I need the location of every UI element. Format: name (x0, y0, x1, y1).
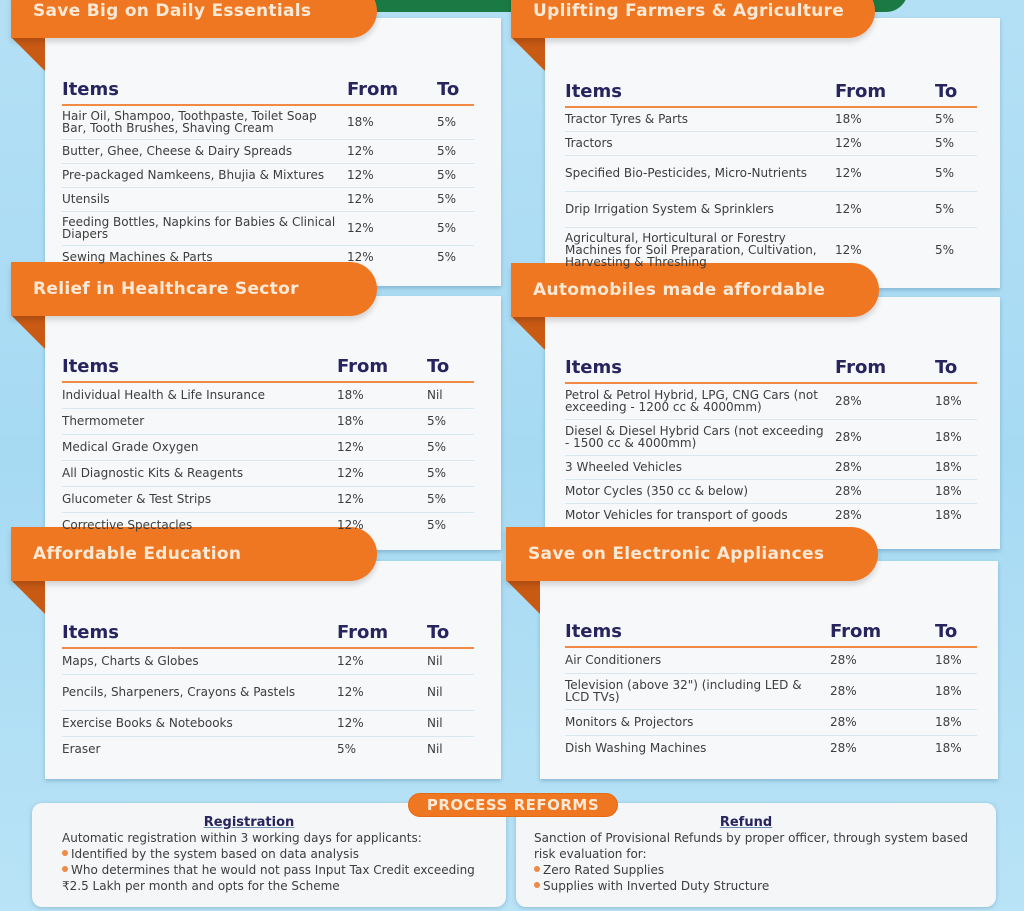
table-header-row (62, 80, 474, 105)
rate-table (62, 623, 474, 762)
table-row (62, 434, 474, 460)
col-header-items: Items (62, 80, 347, 105)
table-header-row (565, 358, 977, 383)
from-cell: 18% (337, 408, 427, 434)
table-row (62, 512, 474, 538)
to-cell: 5% (935, 107, 977, 131)
from-cell: 18% (835, 107, 935, 131)
bullet-icon (534, 866, 540, 872)
table-row (565, 735, 977, 761)
from-cell: 12% (347, 163, 437, 187)
bullet-icon (62, 866, 68, 872)
table-row (565, 155, 977, 191)
refund-bullet-text: Zero Rated Supplies (543, 863, 665, 877)
to-cell: 18% (935, 455, 977, 479)
table-row (565, 191, 977, 227)
item-cell: Individual Health & Life Insurance (62, 382, 337, 408)
col-header-to: To (437, 80, 474, 105)
item-cell: Utensils (62, 187, 347, 211)
col-header-items: Items (565, 82, 835, 107)
col-header-from: From (835, 82, 935, 107)
to-cell: 18% (935, 508, 962, 523)
to-cell: 5% (427, 518, 447, 533)
to-cell: 5% (935, 155, 977, 191)
registration-bullet-text: Who determines that he would not pass Input Tax Credit exceeding ₹2.5 Lakh per month and opts for the Scheme (62, 863, 475, 893)
col-header-items: Items (62, 357, 337, 382)
table-row (62, 460, 474, 486)
from-cell: 12% (835, 243, 862, 258)
item-cell: Agricultural, Horticultural or Forestry Machines for Soil Preparation, Cultivation, Harvesting & Threshing (565, 231, 817, 270)
to-cell: 5% (427, 434, 474, 460)
from-cell: 12% (835, 155, 935, 191)
table-row (565, 419, 977, 455)
from-cell: 18% (337, 382, 427, 408)
table-row (62, 408, 474, 434)
from-cell: 12% (347, 139, 437, 163)
col-header-from: From (337, 357, 427, 382)
bullet-icon (534, 882, 540, 888)
item-cell: Glucometer & Test Strips (62, 486, 337, 512)
from-cell: 12% (337, 648, 427, 674)
table-row (62, 674, 474, 710)
refund-panel (516, 803, 996, 907)
ribbon-fold (11, 37, 45, 71)
col-header-to: To (427, 623, 474, 648)
from-cell: 12% (347, 211, 437, 245)
item-cell: Television (above 32") (including LED & LCD TVs) (565, 673, 830, 709)
refund-bullet (534, 862, 976, 878)
item-cell: Pencils, Sharpeners, Crayons & Pastels (62, 674, 337, 710)
rate-table (565, 82, 977, 273)
from-cell: 28% (835, 455, 935, 479)
col-header-items: Items (565, 358, 835, 383)
item-cell: Dish Washing Machines (565, 741, 707, 756)
table-row (565, 503, 977, 527)
item-cell: All Diagnostic Kits & Reagents (62, 460, 337, 486)
from-cell: 28% (835, 508, 862, 523)
ribbon-fold (511, 37, 545, 71)
to-cell: 5% (437, 211, 474, 245)
registration-bullet-text: Identified by the system based on data analysis (71, 847, 360, 861)
to-cell: 5% (427, 408, 474, 434)
to-cell: 18% (935, 673, 977, 709)
from-cell: 12% (337, 486, 427, 512)
from-cell: 12% (337, 518, 364, 533)
to-cell: 5% (935, 191, 977, 227)
from-cell: 28% (835, 479, 935, 503)
registration-panel (32, 803, 506, 907)
table-row (62, 486, 474, 512)
table-row (565, 227, 977, 273)
table-row (62, 105, 474, 139)
item-cell: Feeding Bottles, Napkins for Babies & Clinical Diapers (62, 211, 347, 245)
rate-table (62, 357, 474, 538)
table-row (565, 107, 977, 131)
item-cell: Medical Grade Oxygen (62, 434, 337, 460)
from-cell: 12% (337, 434, 427, 460)
to-cell: 5% (437, 250, 457, 265)
to-cell: 5% (437, 139, 474, 163)
col-header-from: From (347, 80, 437, 105)
from-cell: 28% (830, 647, 935, 673)
from-cell: 28% (830, 741, 857, 756)
to-cell: 5% (427, 486, 474, 512)
to-cell: Nil (427, 710, 474, 736)
rate-table (62, 80, 474, 269)
item-cell: Maps, Charts & Globes (62, 648, 337, 674)
table-row (62, 736, 474, 762)
table-row (62, 187, 474, 211)
table-row (565, 673, 977, 709)
table-row (565, 709, 977, 735)
col-header-to: To (427, 357, 474, 382)
to-cell: 18% (935, 383, 977, 419)
item-cell: Motor Cycles (350 cc & below) (565, 479, 835, 503)
col-header-items: Items (62, 623, 337, 648)
item-cell: Specified Bio-Pesticides, Micro-Nutrients (565, 155, 835, 191)
refund-bullet-text: Supplies with Inverted Duty Structure (543, 879, 770, 893)
item-cell: Diesel & Diesel Hybrid Cars (not exceeding - 1500 cc & 4000mm) (565, 419, 835, 455)
from-cell: 28% (835, 419, 935, 455)
col-header-to: To (935, 622, 977, 647)
table-row (565, 131, 977, 155)
col-header-items: Items (565, 622, 830, 647)
table-row (565, 383, 977, 419)
item-cell: Monitors & Projectors (565, 709, 830, 735)
to-cell: Nil (427, 742, 443, 757)
ribbon-fold (11, 580, 45, 614)
registration-title: Registration (203, 815, 295, 830)
col-header-from: From (830, 622, 935, 647)
from-cell: 12% (337, 710, 427, 736)
table-row (62, 710, 474, 736)
to-cell: 5% (437, 105, 474, 139)
table-row (62, 648, 474, 674)
to-cell: Nil (427, 674, 474, 710)
table-row (62, 163, 474, 187)
to-cell: 18% (935, 419, 977, 455)
item-cell: Motor Vehicles for transport of goods (565, 508, 788, 523)
section-title: Relief in Healthcare Sector (11, 262, 377, 316)
to-cell: 5% (935, 243, 955, 258)
col-header-to: To (935, 82, 977, 107)
table-row (565, 455, 977, 479)
ribbon-fold (11, 315, 45, 349)
to-cell: 18% (935, 647, 977, 673)
from-cell: 12% (337, 460, 427, 486)
registration-bullet (62, 846, 506, 862)
table-row (62, 382, 474, 408)
from-cell: 28% (830, 709, 935, 735)
item-cell: Drip Irrigation System & Sprinklers (565, 191, 835, 227)
from-cell: 12% (835, 191, 935, 227)
item-cell: Sewing Machines & Parts (62, 250, 213, 265)
refund-title: Refund (719, 815, 773, 830)
table-header-row (62, 357, 474, 382)
col-header-from: From (835, 358, 935, 383)
col-header-from: From (337, 623, 427, 648)
section-title: Save Big on Daily Essentials (11, 0, 377, 38)
item-cell: Exercise Books & Notebooks (62, 710, 337, 736)
ribbon-fold (511, 316, 545, 350)
from-cell: 12% (347, 187, 437, 211)
to-cell: 18% (935, 479, 977, 503)
from-cell: 28% (830, 673, 935, 709)
table-row (62, 211, 474, 245)
from-cell: 28% (835, 383, 935, 419)
bullet-icon (62, 850, 68, 856)
table-row (565, 647, 977, 673)
registration-bullet (62, 862, 482, 894)
item-cell: Butter, Ghee, Cheese & Dairy Spreads (62, 139, 347, 163)
from-cell: 18% (347, 105, 437, 139)
registration-intro: Automatic registration within 3 working days for applicants: (62, 831, 422, 845)
item-cell: Hair Oil, Shampoo, Toothpaste, Toilet Soap Bar, Tooth Brushes, Shaving Cream (62, 105, 347, 139)
rate-table (565, 622, 977, 761)
table-header-row (565, 622, 977, 647)
table-header-row (62, 623, 474, 648)
item-cell: Tractor Tyres & Parts (565, 107, 835, 131)
item-cell: Eraser (62, 742, 101, 757)
to-cell: 5% (427, 460, 474, 486)
rate-table (565, 358, 977, 527)
to-cell: Nil (427, 382, 474, 408)
item-cell: Petrol & Petrol Hybrid, LPG, CNG Cars (not exceeding - 1200 cc & 4000mm) (565, 383, 835, 419)
to-cell: 5% (437, 163, 474, 187)
to-cell: 18% (935, 709, 977, 735)
item-cell: Air Conditioners (565, 647, 830, 673)
to-cell: Nil (427, 648, 474, 674)
to-cell: 5% (935, 131, 977, 155)
section-title: Affordable Education (11, 527, 377, 581)
refund-intro: Sanction of Provisional Refunds by proper officer, through system based risk evaluation for: (534, 831, 968, 861)
from-cell: 12% (337, 674, 427, 710)
item-cell: Thermometer (62, 408, 337, 434)
section-title: Uplifting Farmers & Agriculture (511, 0, 875, 38)
table-row (62, 139, 474, 163)
item-cell: 3 Wheeled Vehicles (565, 455, 835, 479)
item-cell: Tractors (565, 131, 835, 155)
table-header-row (565, 82, 977, 107)
section-title: Automobiles made affordable (511, 263, 879, 317)
to-cell: 5% (437, 187, 474, 211)
item-cell: Pre-packaged Namkeens, Bhujia & Mixtures (62, 163, 347, 187)
from-cell: 5% (337, 742, 357, 757)
section-title: Save on Electronic Appliances (506, 527, 878, 581)
ribbon-fold (506, 580, 540, 614)
to-cell: 18% (935, 741, 962, 756)
from-cell: 12% (835, 131, 935, 155)
from-cell: 12% (347, 250, 374, 265)
process-reforms-badge: PROCESS REFORMS (408, 793, 618, 817)
table-row (565, 479, 977, 503)
refund-bullet (534, 878, 976, 894)
item-cell: Corrective Spectacles (62, 518, 193, 533)
col-header-to: To (935, 358, 977, 383)
table-row (62, 245, 474, 269)
